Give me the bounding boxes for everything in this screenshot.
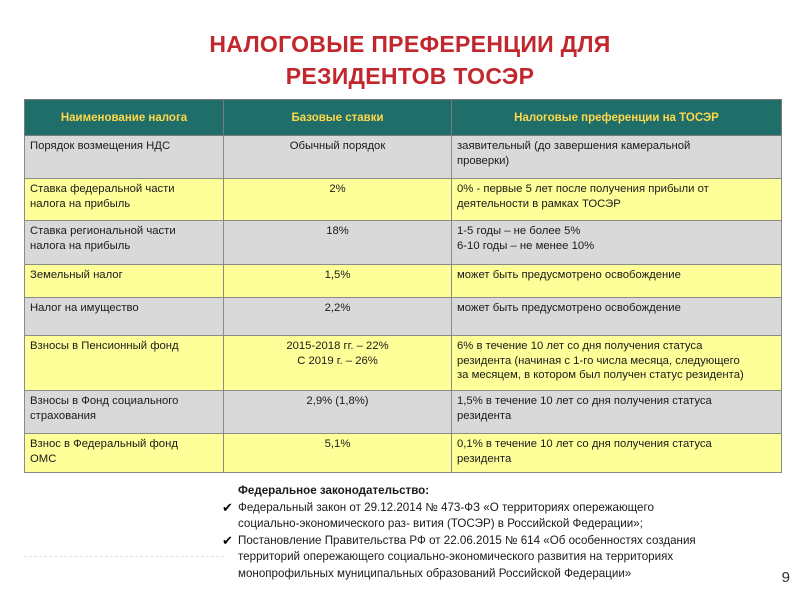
- tax-name-cell: Порядок возмещения НДС: [25, 136, 224, 179]
- base-rate-cell: 18%: [224, 221, 452, 265]
- tax-name-cell: Взнос в Федеральный фонд ОМС: [25, 434, 224, 473]
- title-line-2: РЕЗИДЕНТОВ ТОСЭР: [285, 63, 535, 89]
- tax-name-cell: Взносы в Пенсионный фонд: [25, 336, 224, 391]
- table-row: [25, 391, 782, 434]
- tax-name-cell: Ставка федеральной части налога на прибыль: [25, 179, 224, 221]
- base-rate-cell: 2015-2018 гг. – 22% С 2019 г. – 26%: [224, 336, 452, 391]
- preference-cell: 1-5 годы – не более 5% 6-10 годы – не менее 10%: [452, 221, 782, 265]
- header-tax-name: Наименование налога: [25, 100, 224, 136]
- header-base-rates: Базовые ставки: [224, 100, 452, 136]
- tax-name-cell: Взносы в Фонд социального страхования: [25, 391, 224, 434]
- preference-cell: 1,5% в течение 10 лет со дня получения статуса резидента: [452, 391, 782, 434]
- base-rate-cell: 2,9% (1,8%): [224, 391, 452, 434]
- legislation-block: [218, 483, 778, 582]
- page-number: 9: [781, 569, 790, 586]
- page-title: [120, 28, 700, 92]
- decorative-divider: [24, 556, 224, 557]
- tax-name-cell: Налог на имущество: [25, 298, 224, 336]
- preference-cell: заявительный (до завершения камеральной проверки): [452, 136, 782, 179]
- table-header-row: [25, 100, 782, 136]
- base-rate-cell: 2,2%: [224, 298, 452, 336]
- legislation-item: ✔ Федеральный закон от 29.12.2014 № 473-ФЗ «О территориях опережающего социально-экономического раз- вития (ТОСЭР) в Российской Федерации»;: [222, 499, 654, 530]
- base-rate-cell: Обычный порядок: [224, 136, 452, 179]
- preference-cell: 0,1% в течение 10 лет со дня получения статуса резидента: [452, 434, 782, 473]
- preference-cell: может быть предусмотрено освобождение: [452, 265, 782, 298]
- table-row: [25, 298, 782, 336]
- tax-name-cell: Земельный налог: [25, 265, 224, 298]
- table-row: [25, 434, 782, 473]
- title-line-1: НАЛОГОВЫЕ ПРЕФЕРЕНЦИИ ДЛЯ: [209, 31, 611, 57]
- legislation-item: ✔ Постановление Правительства РФ от 22.06.2015 № 614 «Об особенностях создания территорий опережающего социально-экономического развития на территориях монопрофильных муниципальных образований Российской Федерации»: [222, 532, 696, 580]
- table-row: [25, 136, 782, 179]
- header-preferences: Налоговые преференции на ТОСЭР: [452, 100, 782, 136]
- legislation-heading: Федеральное законодательство:: [238, 484, 430, 497]
- checkmark-icon: ✔: [222, 499, 233, 515]
- table-row: [25, 265, 782, 298]
- preference-cell: 6% в течение 10 лет со дня получения статуса резидента (начиная с 1-го числа месяца, следующего за месяцем, в котором был получен статус резидента): [452, 336, 782, 391]
- base-rate-cell: 1,5%: [224, 265, 452, 298]
- base-rate-cell: 5,1%: [224, 434, 452, 473]
- table-row: [25, 221, 782, 265]
- table-row: [25, 179, 782, 221]
- tax-name-cell: Ставка региональной части налога на прибыль: [25, 221, 224, 265]
- table-row: [25, 336, 782, 391]
- base-rate-cell: 2%: [224, 179, 452, 221]
- preference-cell: может быть предусмотрено освобождение: [452, 298, 782, 336]
- checkmark-icon: ✔: [222, 532, 233, 548]
- preference-cell: 0% - первые 5 лет после получения прибыли от деятельности в рамках ТОСЭР: [452, 179, 782, 221]
- tax-preferences-table: [24, 99, 781, 473]
